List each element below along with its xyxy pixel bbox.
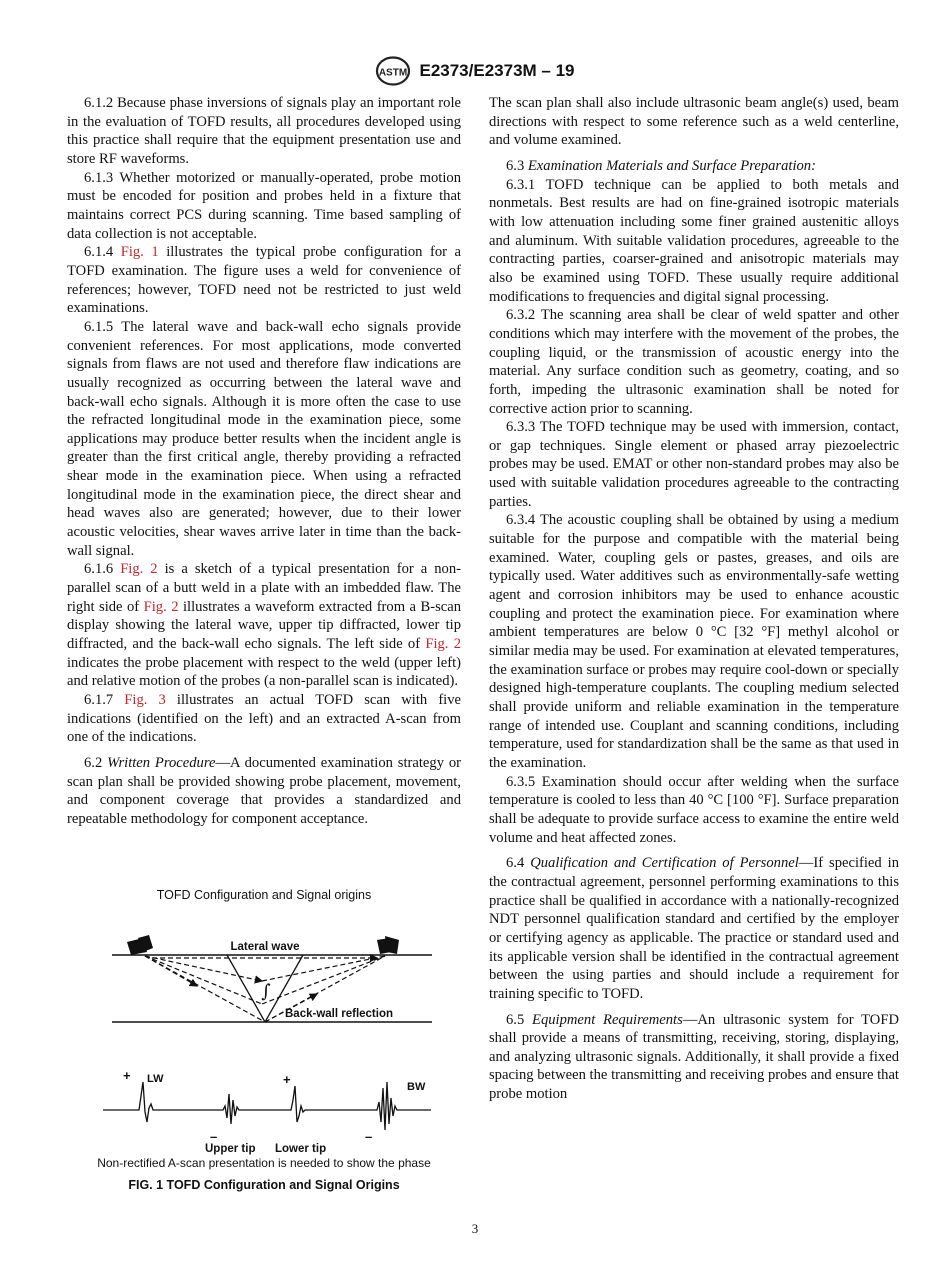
ascan-waveform xyxy=(103,1082,431,1130)
beam-ray xyxy=(145,956,262,981)
upper-tip-minus-sign: – xyxy=(210,1129,218,1144)
para-continuation: The scan plan shall also include ultrasonic beam angle(s) used, beam directions with respect to some reference such as a weld centerline, and volume examined. xyxy=(489,95,899,149)
figure-1 xyxy=(67,886,461,1196)
para-6-5: 6.5 Equipment Requirements—An ultrasonic system for TOFD shall provide a means of transmitting, receiving, storing, displaying, and analyzing ultrasonic signals. Additionally, it shall provide a fixed spacing between the transmitting and receiving probes and ensure that probe motion xyxy=(489,1011,899,1103)
para-6-1-5: 6.1.5 The lateral wave and back-wall echo signals provide convenient references. For most applications, mode converted signals from flaws are not used and therefore flaw indications are usually recognized as occurring between the lateral wave and back-wall echo signals. Although it is more often the case to use the refracted longitudinal mode in the examination piece, some applications may produce better results when the incident angle is greater than the first critical angle, thereby providing a refracted shear mode in the examination piece. When using a refracted longitudinal mode in the examination piece, the direct shear and head waves also are generated; however, due to their lower acoustic velocities, shear waves arrive later in time than the back-wall signal. xyxy=(67,318,461,559)
para-6-3-2: 6.3.2 The scanning area shall be clear of weld spatter and other conditions which may interfere with the movement of the probes, the coupling liquid, or the transmission of acoustic energy into the material. Any surface condition such as geometry, coating, and so forth, impeding the ultrasonic examination shall be noted for corrective action prior to scanning. xyxy=(489,307,899,417)
lower-tip-label: Lower tip xyxy=(275,1143,327,1155)
para-6-4: 6.4 Qualification and Certification of Personnel—If specified in the contractual agreement, personnel performing examinations to this practice shall be qualified in accordance with a nationally-recognized NDT personnel qualification standard and certified by the employer or certifying agency as applicable. The practice or standard used and its applicable version shall be identified in the contractual agreement between the using parties and should include a requirement for training specific to TOFD. xyxy=(489,855,899,1002)
page-number: 3 xyxy=(471,1221,479,1236)
section-title: Written Procedure xyxy=(107,754,216,771)
figure-note: Non-rectified A-scan presentation is needed to show the phase xyxy=(97,1156,431,1170)
para-6-1-6: 6.1.6 Fig. 2 is a sketch of a typical presentation for a non-parallel scan of a butt weld in a plate with an imbedded flaw. The right side of Fig. 2 illustrates a waveform extracted from a B-scan display showing the lateral wave, upper tip diffracted, lower tip diffracted, and the back-wall echo signals. The left side of Fig. 2 indicates the probe placement with respect to the weld (upper left) and relative motion of the probes (a non-parallel scan is indicated). xyxy=(67,561,461,690)
section-title: Equipment Requirements xyxy=(532,1011,683,1028)
page-header xyxy=(0,56,950,91)
para-6-1-3: 6.1.3 Whether motorized or manually-operated, probe motion must be encoded for position and probes held in a fixture that maintains correct PCS during scanning. Time based sampling of data collection is not acceptable. xyxy=(67,169,461,242)
fig-3-link[interactable]: Fig. 3 xyxy=(124,692,166,708)
figure-caption: FIG. 1 TOFD Configuration and Signal Origins xyxy=(128,1178,400,1192)
receiver-probe-icon xyxy=(377,936,399,954)
beam-ray xyxy=(262,956,385,1004)
fig-2-link[interactable]: Fig. 2 xyxy=(120,561,158,578)
para-6-3-5: 6.3.5 Examination should occur after welding when the surface temperature is cooled to less than 40 °C [100 °F]. Surface preparation shall be adequate to provide surface access to examine the entire weld volume and heat affected zones. xyxy=(489,773,899,846)
flaw-icon: ∫ xyxy=(261,981,271,1002)
tofd-diagram xyxy=(67,886,461,1156)
astm-logo-icon xyxy=(375,56,411,86)
lateral-wave-label: Lateral wave xyxy=(230,941,300,953)
para-6-2: 6.2 Written Procedure—A documented examination strategy or scan plan shall be provided showing probe placement, movement, and component coverage that provides a standardized and repeatable methodology for component acceptance. xyxy=(67,754,462,827)
fig-2-link[interactable]: Fig. 2 xyxy=(425,636,461,653)
para-6-1-4: 6.1.4 Fig. 1 illustrates the typical probe configuration for a TOFD examination. The figure uses a weld for convenience of references; however, TOFD need not be restricted to just weld examinations. xyxy=(67,244,461,317)
lower-tip-plus-sign: + xyxy=(283,1072,291,1087)
beam-ray xyxy=(145,956,197,986)
standard-designation: E2373/E2373M – 19 xyxy=(419,61,575,80)
left-column xyxy=(67,94,461,829)
beam-ray xyxy=(145,956,262,1004)
backwall-reflection-label: Back-wall reflection xyxy=(285,1008,394,1020)
para-6-3-3: 6.3.3 The TOFD technique may be used with immersion, contact, or gap techniques. Single element or phased array piezoelectric probes may be used. EMAT or other non-standard probes may also be used with suitable validation procedures agreeable to the contracting parties. xyxy=(489,419,899,510)
bw-minus-sign: – xyxy=(365,1129,373,1144)
figure-title: TOFD Configuration and Signal origins xyxy=(156,888,372,902)
beam-ray xyxy=(262,956,385,981)
para-6-1-7: 6.1.7 Fig. 3 illustrates an actual TOFD scan with five indications (identified on the left) and an extracted A-scan from one of the indications. xyxy=(67,692,462,746)
lw-label: LW xyxy=(147,1073,164,1085)
fig-2-link[interactable]: Fig. 2 xyxy=(143,598,179,615)
lw-plus-sign: + xyxy=(123,1068,131,1083)
section-title: Examination Materials and Surface Preparation: xyxy=(527,157,816,174)
transmitter-probe-icon xyxy=(127,935,153,955)
right-column xyxy=(489,94,899,1104)
para-6-3-4: 6.3.4 The acoustic coupling shall be obtained by using a medium suitable for the purpose and compatible with the material being examined. Water, coupling gels or pastes, greases, and oils are typically used. Water additives such as environmentally-safe wetting agent and corrosion inhibitors may be used to enhance acoustic coupling and protect the examination piece. For examination where ambient temperatures are below 0 °C [32 °F] methyl alcohol or similar media may be used. For examination at elevated temperatures, the examination surface or probes may require cool-down or specially designed high-temperature couplants. The coupling medium selected shall provide uniform and reliable examination in the temperature range of intended use. Couplant and scanning conditions, including temperature, used for standardization shall be the same as that used in the examination. xyxy=(489,512,899,771)
para-6-3: 6.3 Examination Materials and Surface Preparation: xyxy=(506,157,816,174)
astm-logo-text: ASTM xyxy=(379,67,408,79)
section-title: Qualification and Certification of Personnel xyxy=(530,855,799,872)
upper-tip-label: Upper tip xyxy=(205,1143,256,1155)
bw-label: BW xyxy=(407,1081,426,1093)
para-6-3-1: 6.3.1 TOFD technique can be applied to both metals and nonmetals. Best results are had on fine-grained isotropic materials with low attenuation including some finer grained austenitic alloys and aluminum. With suitable validation procedures, agreeable to the contracting parties, coarser-grained and anisotropic materials may also be examined using TOFD. These usually require additional modifications to frequencies and digital signal processing. xyxy=(489,176,899,305)
fig-1-link[interactable]: Fig. 1 xyxy=(120,244,159,261)
para-6-1-2: 6.1.2 Because phase inversions of signals play an important role in the evaluation of TOFD results, all procedures developed using this practice shall require that the equipment presentation use and store RF waveforms. xyxy=(67,95,461,167)
